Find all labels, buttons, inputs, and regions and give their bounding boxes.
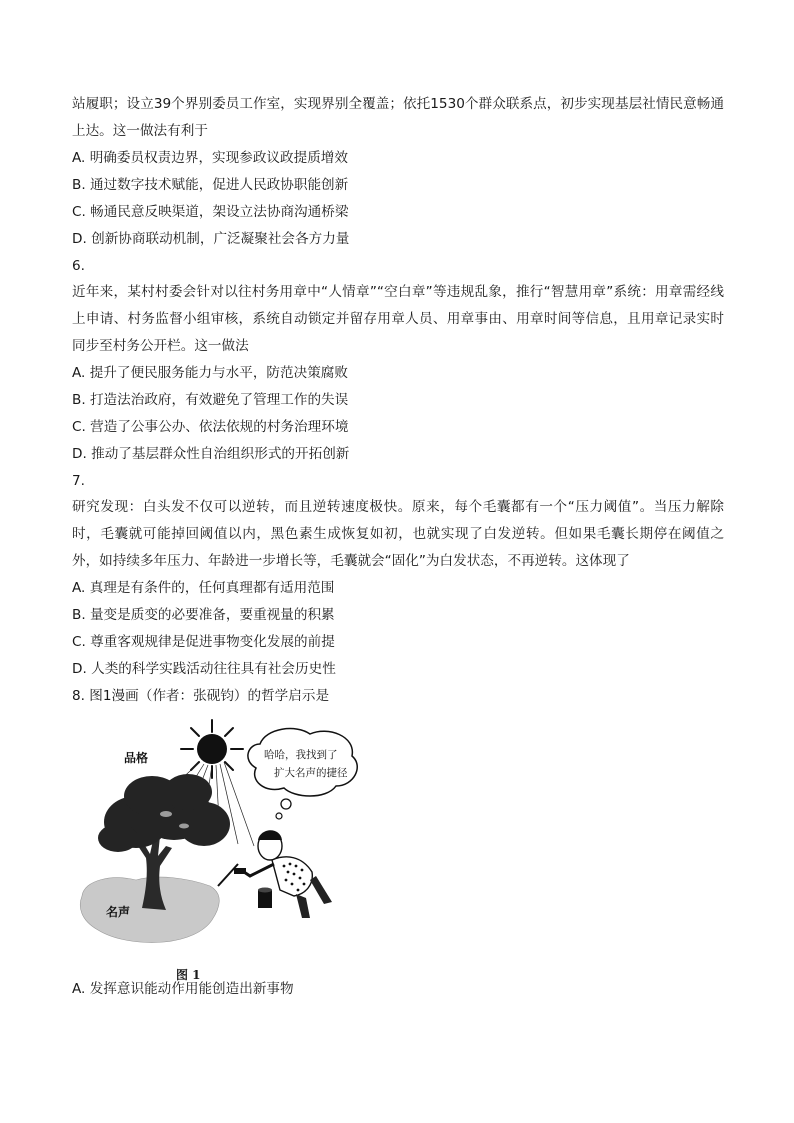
question-6 [72, 253, 724, 468]
question-6-option-b: B. 打造法治政府，有效避免了管理工作的失误 [72, 392, 349, 408]
bubble-text-line1: 哈哈，我找到了 [264, 749, 338, 761]
question-7-option-a: A. 真理是有条件的，任何真理都有适用范围 [72, 580, 335, 596]
man-figure [218, 830, 332, 918]
thought-bubble [248, 729, 357, 819]
question-8-option-a: A. 发挥意识能动作用能创造出新事物 [72, 981, 294, 997]
bubble-text-line2: 扩大名声的捷径 [274, 767, 348, 779]
question-5 [72, 91, 724, 253]
figure-caption: 图 1 [176, 968, 201, 982]
question-7 [72, 468, 724, 683]
page-content [72, 91, 724, 1003]
question-6-stem: 近年来，某村村委会针对以往村务用章中“人情章”“空白章”等违规乱象，推行“智慧用章”系统：用章需经线上申请、村务监督小组审核，系统自动锁定并留存用章人员、用章事由、用章时间等信息，且用章记录实时同步至村务公开栏。这一做法 [72, 284, 724, 354]
question-7-option-d: D. 人类的科学实践活动往往具有社会历史性 [72, 661, 336, 677]
question-6-option-a: A. 提升了便民服务能力与水平，防范决策腐败 [72, 365, 348, 381]
question-6-option-d: D. 推动了基层群众性自治组织形式的开拓创新 [72, 446, 350, 462]
sun-icon [181, 720, 243, 778]
question-5-option-b: B. 通过数字技术赋能，促进人民政协职能创新 [72, 177, 349, 193]
question-6-number: 6. [72, 258, 85, 274]
cartoon-illustration [74, 714, 374, 964]
question-8-stem: 8. 图1漫画（作者：张砚钧）的哲学启示是 [72, 688, 330, 704]
question-6-option-c: C. 营造了公事公办、依法依规的村务治理环境 [72, 419, 349, 435]
question-7-number: 7. [72, 473, 85, 489]
label-reputation: 名声 [106, 905, 131, 919]
cartoon-figure [74, 714, 374, 982]
question-7-option-c: C. 尊重客观规律是促进事物变化发展的前提 [72, 634, 335, 650]
question-5-option-a: A. 明确委员权责边界，实现参政议政提质增效 [72, 150, 348, 166]
question-8 [72, 683, 724, 1003]
question-5-option-d: D. 创新协商联动机制，广泛凝聚社会各方力量 [72, 231, 350, 247]
label-character: 品格 [124, 751, 149, 765]
question-5-stem: 站履职；设立39个界别委员工作室，实现界别全覆盖；依托1530个群众联系点，初步实现基层社情民意畅通上达。这一做法有利于 [72, 96, 724, 139]
question-5-option-c: C. 畅通民意反映渠道，架设立法协商沟通桥梁 [72, 204, 349, 220]
question-7-option-b: B. 量变是质变的必要准备，要重视量的积累 [72, 607, 335, 623]
question-7-stem: 研究发现：白头发不仅可以逆转，而且逆转速度极快。原来，每个毛囊都有一个“压力阈值”。当压力解除时，毛囊就可能掉回阈值以内，黑色素生成恢复如初，也就实现了白发逆转。但如果毛囊长期停在阈值之外，如持续多年压力、年龄进一步增长等，毛囊就会“固化”为白发状态，不再逆转。这体现了 [72, 499, 724, 569]
